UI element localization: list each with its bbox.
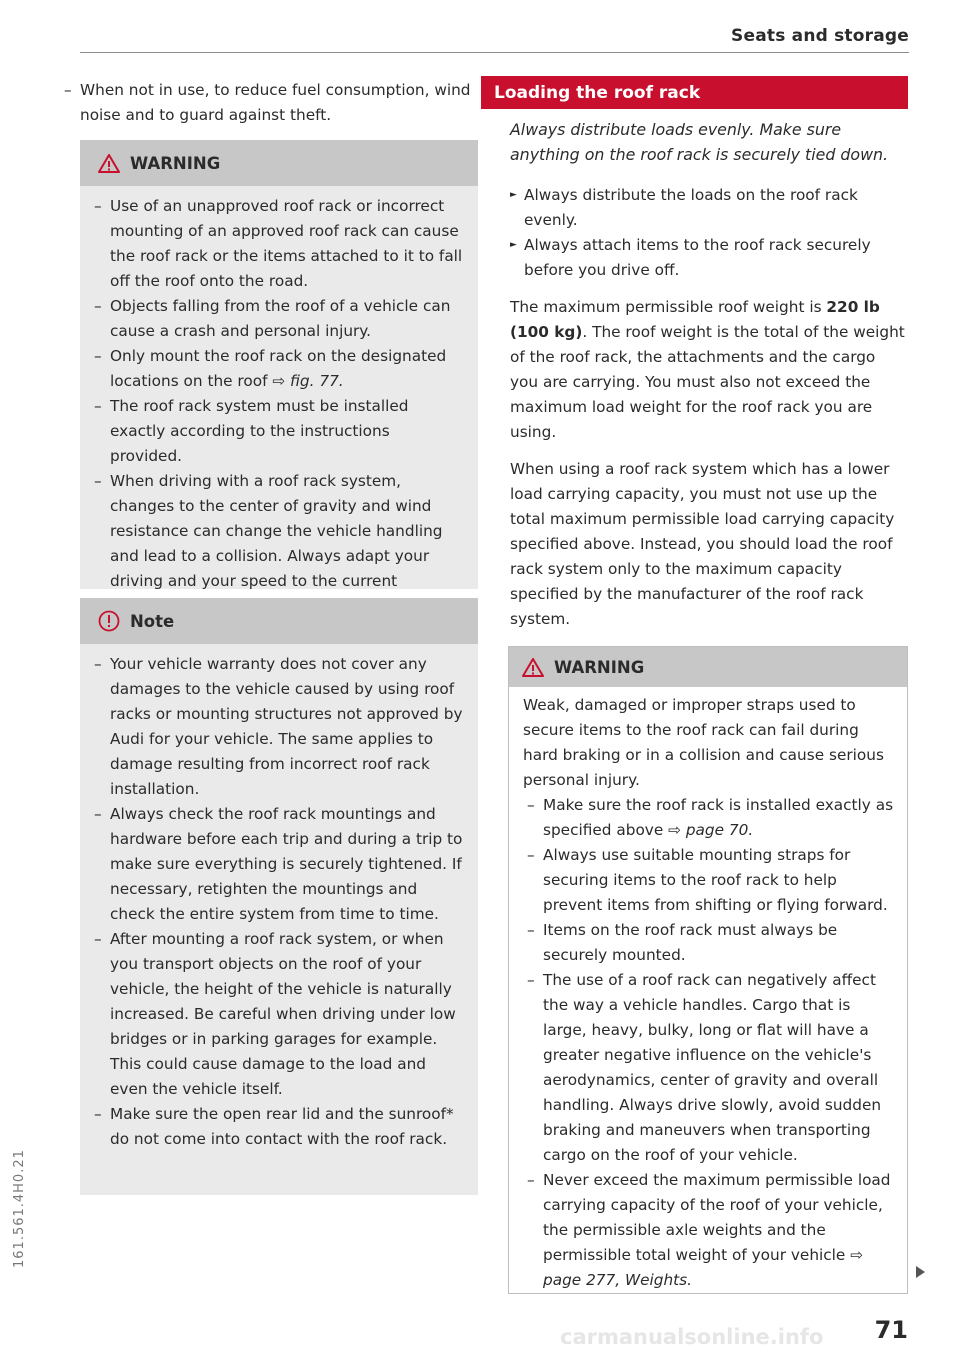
continue-arrow-icon [916,1266,925,1278]
intro-item-text: When not in use, to reduce fuel consumption, wind noise and to guard against theft. [80,81,471,124]
warning-title: WARNING [554,657,645,677]
note-item: – After mounting a roof rack system, or when you transport objects on the roof of your vehicle, the height of the vehicle is naturally increased. Be careful when driving under low bridges or in parking garages for example. This could cause damage to the load and even the vehicle itself. [90,927,464,1102]
paragraph-1: The maximum permissible roof weight is 220 lb (100 kg). The roof weight is the total of the weight of the roof rack, the attachments and the cargo you are carrying. You must also not exceed the maximum load weight for the roof rack you are using. [510,298,905,441]
warning-header [80,140,478,186]
page-ref-link[interactable]: ⇨ page 70. [668,821,754,839]
roof-weight-value: 220 lb (100 kg) [510,298,880,341]
paragraph-2: When using a roof rack system which has a lower load carrying capacity, you must not use up the total maximum permissible load carrying capacity specified above. Instead, you should load the roof rack system only to the maximum capacity specified by the manufacturer of the roof rack system. [510,460,895,628]
right-warning-box [508,646,908,1294]
lead-text: Always distribute loads evenly. Make sure anything on the roof rack is securely tied down. [510,120,889,164]
warning-item: – Make sure the roof rack is installed exactly as specified above ⇨ page 70. [523,793,897,843]
warning-item: – Never exceed the maximum permissible load carrying capacity of the roof of your vehicle, the permissible axle weights and the permissible total weight of your vehicle ⇨ page 277, Weights. [523,1168,897,1293]
note-box [80,598,478,1195]
note-header [80,598,478,644]
warning-title: WARNING [130,153,221,173]
section-title: Seats and storage [731,26,909,46]
document-code: 161.561.4H0.21 [12,1149,27,1268]
warning-item: – The use of a roof rack can negatively affect the way a vehicle handles. Cargo that is large, heavy, bulky, long or flat will have a greater negative influence on the vehicle's aerodynamics, center of gravity and overall handling. Always drive slowly, avoid sudden braking and maneuvers when transporting cargo on the roof of your vehicle. [523,968,897,1168]
watermark: carmanualsonline.info [560,1325,824,1349]
right-content [510,117,906,632]
note-item: – Make sure the open rear lid and the sunroof* do not come into contact with the roof rack. [90,1102,464,1152]
intro-item [60,78,478,128]
note-item: – Always check the roof rack mountings and hardware before each trip and during a trip to make sure everything is securely tightened. If necessary, retighten the mountings and check the entire system from time to time. [90,802,464,927]
step-item: ► Always distribute the loads on the roof rack evenly. [510,183,906,233]
warning-item: – Objects falling from the roof of a vehicle can cause a crash and personal injury. [90,294,464,344]
warning-icon [98,154,120,173]
warning-header [509,647,907,687]
warning-item: – Use of an unapproved roof rack or incorrect mounting of an approved roof rack can cause the roof rack or the items attached to it to fall off the roof onto the road. [90,194,464,294]
info-icon [98,610,120,632]
page-ref-link[interactable]: ⇨ page 277, Weights. [543,1246,864,1289]
left-warning-box [80,140,478,589]
warning-body [80,186,478,629]
step-item: ► Always attach items to the roof rack securely before you drive off. [510,233,906,283]
warning-body [509,687,907,1293]
section-heading: Loading the roof rack [494,82,701,103]
warning-item: – Items on the roof rack must always be securely mounted. [523,918,897,968]
warning-item: – When driving with a roof rack system, changes to the center of gravity and wind resistance can change the vehicle handling and lead to a collision. Always adapt your driving and your speed to the current [90,469,464,619]
warning-icon [522,658,544,677]
note-body [80,644,478,1162]
page-number: 71 [874,1316,908,1344]
header-rule [80,52,909,53]
fig-ref-link[interactable]: ⇨ fig. 77. [272,372,344,390]
warning-item: – The roof rack system must be installed exactly according to the instructions provided. [90,394,464,469]
note-item: – Your vehicle warranty does not cover any damages to the vehicle caused by using roof racks or mounting structures not approved by Audi for your vehicle. The same applies to damage resulting from incorrect roof rack installation. [90,652,464,802]
warning-intro: Weak, damaged or improper straps used to secure items to the roof rack can fail during hard braking or in a collision and cause serious personal injury. [523,696,884,789]
warning-item: – Always use suitable mounting straps for securing items to the roof rack to help prevent items from shifting or flying forward. [523,843,897,918]
warning-item: – Only mount the roof rack on the designated locations on the roof ⇨ fig. 77. [90,344,464,394]
note-title: Note [130,611,175,631]
section-heading-bar [481,76,908,109]
